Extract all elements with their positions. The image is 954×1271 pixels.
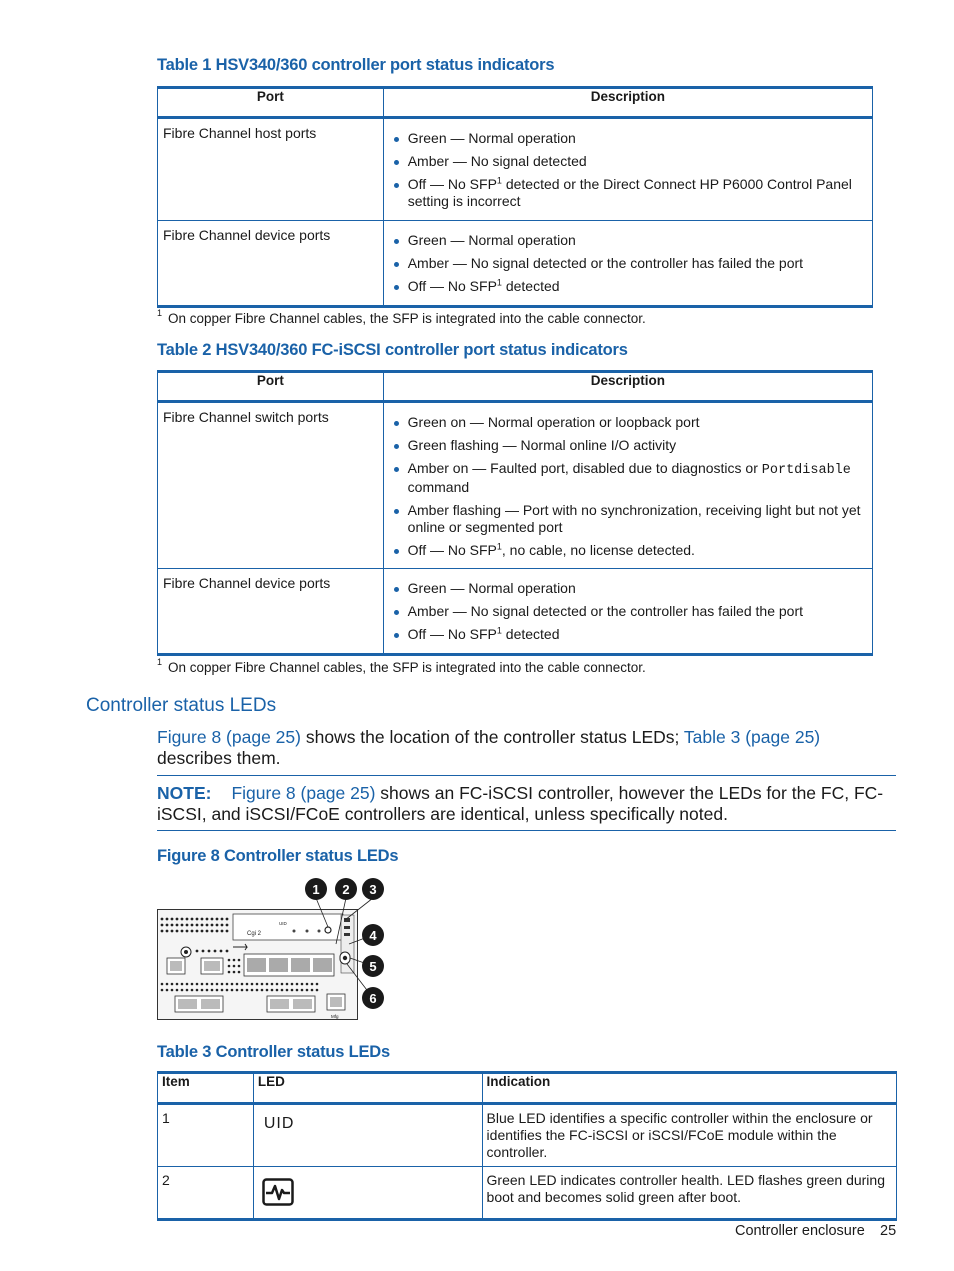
- footnote-ref: 1: [496, 541, 502, 552]
- panel-label-uid: UID: [279, 921, 287, 926]
- table-3-header-item: Item: [158, 1073, 254, 1104]
- callout-1: [305, 878, 327, 900]
- health-heartbeat-icon: [262, 1178, 294, 1206]
- table-row: [158, 118, 873, 221]
- table-row: [158, 402, 873, 569]
- svg-text:2: 2: [342, 882, 350, 897]
- panel-label-cgi2: Cgi 2: [247, 931, 262, 937]
- port-cell: Fibre Channel host ports: [158, 118, 384, 221]
- table-2-header-port: Port: [158, 372, 384, 402]
- figure-8-caption: Figure 8 Controller status LEDs: [157, 847, 399, 865]
- figure-8-link[interactable]: Figure 8 (page 25): [231, 783, 376, 803]
- uid-led-label: UID: [263, 1115, 295, 1132]
- intro-paragraph: Figure 8 (page 25) shows the location of the controller status LEDs; Table 3 (page 25) describes them.: [157, 727, 821, 768]
- command-code: Portdisable: [761, 463, 851, 478]
- table-row: [158, 1104, 897, 1167]
- list-item: Amber on — Faulted port, disabled due to diagnostics or Portdisable command: [389, 460, 864, 496]
- page-number: 25: [880, 1223, 897, 1239]
- list-item: Green flashing — Normal online I/O activity: [389, 437, 864, 454]
- table-1-footnote: $^1$ On copper Fibre Channel cables, the SFP is integrated into the cable connector.: [157, 308, 646, 326]
- list-item: Amber flashing — Port with no synchronization, receiving light but not yet online or segmented port: [389, 502, 864, 536]
- svg-text:6: 6: [369, 991, 377, 1006]
- list-item: Amber — No signal detected or the controller has failed the port: [389, 255, 864, 272]
- description-cell: [383, 221, 872, 307]
- table-3-link[interactable]: Table 3 (page 25): [683, 727, 821, 747]
- figure-8-link[interactable]: Figure 8 (page 25): [157, 727, 301, 747]
- led-cell: [253, 1104, 482, 1167]
- callout-3: [362, 878, 384, 900]
- callout-5: [362, 955, 384, 977]
- table-2-footnote: $^1$ On copper Fibre Channel cables, the SFP is integrated into the cable connector.: [157, 657, 646, 675]
- table-1-header-port: Port: [158, 88, 384, 118]
- table-3-header-led: LED: [253, 1073, 482, 1104]
- note-label: NOTE:: [157, 783, 212, 803]
- callout-2: [335, 878, 357, 900]
- item-cell: 1: [158, 1104, 254, 1167]
- table-1-caption: Table 1 HSV340/360 controller port status indicators: [157, 56, 555, 74]
- svg-text:3: 3: [369, 882, 377, 897]
- list-item: Off — No SFP$^1$ detected: [389, 278, 864, 295]
- description-cell: [383, 402, 872, 569]
- note-box: NOTE: Figure 8 (page 25) shows an FC-iSCSI controller, however the LEDs for the FC, FC-iSCSI, and iSCSI/FCoE controllers are identical, unless specifically noted.: [157, 775, 896, 831]
- panel-label-mfg: Mfg: [331, 1014, 339, 1019]
- footnote-ref: 1: [496, 277, 502, 288]
- table-3-header-indication: Indication: [482, 1073, 896, 1104]
- list-item: Green — Normal operation: [389, 580, 864, 597]
- table-1: [157, 86, 873, 308]
- port-cell: Fibre Channel device ports: [158, 569, 384, 655]
- table-3: [157, 1071, 897, 1221]
- indication-cell: Green LED indicates controller health. LED flashes green during boot and becomes solid green after boot.: [482, 1167, 896, 1220]
- item-cell: 2: [158, 1167, 254, 1220]
- callout-4: [362, 924, 384, 946]
- svg-text:4: 4: [369, 928, 377, 943]
- table-2-caption: Table 2 HSV340/360 FC-iSCSI controller port status indicators: [157, 341, 628, 359]
- table-row: [158, 1167, 897, 1220]
- footnote-ref: 1: [496, 625, 502, 636]
- section-title: Controller status LEDs: [86, 695, 277, 716]
- footer-section: Controller enclosure: [735, 1223, 865, 1239]
- table-2-header-description: Description: [383, 372, 872, 402]
- port-cell: Fibre Channel device ports: [158, 221, 384, 307]
- controller-status-leds-figure: [157, 872, 389, 1024]
- table-2: [157, 370, 873, 656]
- table-1-header-description: Description: [383, 88, 872, 118]
- footnote-ref: 1: [496, 175, 502, 186]
- list-item: Amber — No signal detected: [389, 153, 864, 170]
- list-item: Off — No SFP$^1$ detected or the Direct Connect HP P6000 Control Panel setting is incorrect: [389, 176, 864, 210]
- description-cell: [383, 569, 872, 655]
- description-cell: [383, 118, 872, 221]
- list-item: Green on — Normal operation or loopback port: [389, 414, 864, 431]
- list-item: Green — Normal operation: [389, 232, 864, 249]
- callout-6: [362, 987, 384, 1009]
- table-row: [158, 221, 873, 307]
- svg-text:1: 1: [312, 882, 320, 897]
- led-cell: [253, 1167, 482, 1220]
- indication-cell: Blue LED identifies a specific controller within the enclosure or identifies the FC-iSCSI or iSCSI/FCoE module within the controller.: [482, 1104, 896, 1167]
- svg-text:5: 5: [369, 959, 377, 974]
- table-3-caption: Table 3 Controller status LEDs: [157, 1043, 390, 1061]
- list-item: Amber — No signal detected or the controller has failed the port: [389, 603, 864, 620]
- port-cell: Fibre Channel switch ports: [158, 402, 384, 569]
- list-item: Off — No SFP$^1$ detected: [389, 626, 864, 643]
- list-item: Green — Normal operation: [389, 130, 864, 147]
- list-item: Off — No SFP$^1$, no cable, no license detected.: [389, 542, 864, 559]
- table-row: [158, 569, 873, 655]
